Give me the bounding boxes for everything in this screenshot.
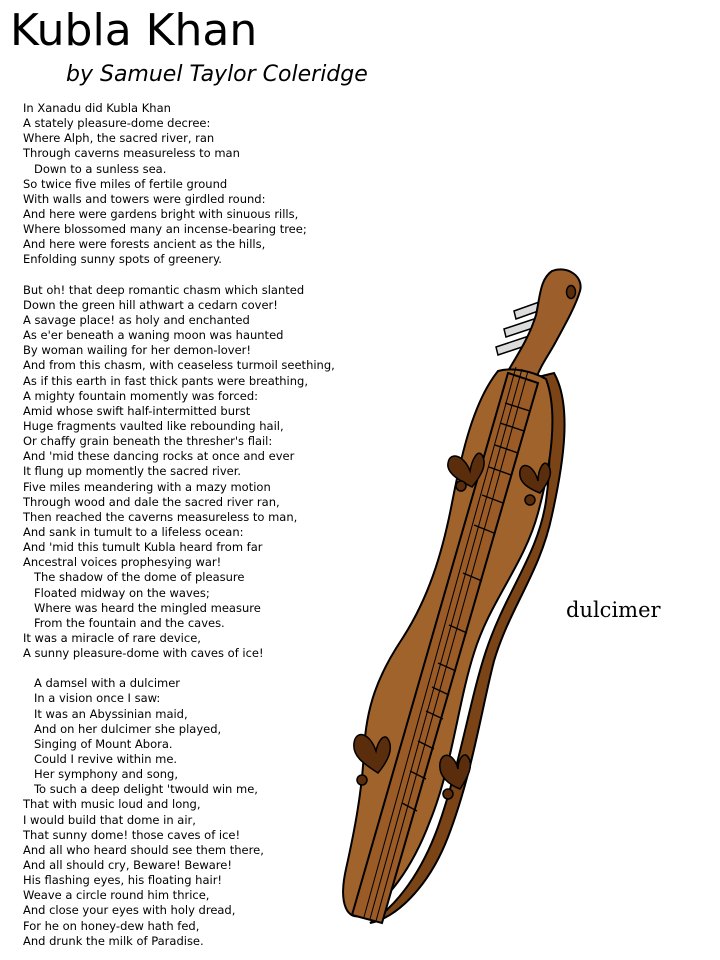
- dulcimer-illustration: [340, 255, 600, 930]
- poem-line: Through wood and dale the sacred river ran,: [23, 494, 280, 509]
- poem-line: Where blossomed many an incense-bearing tree;: [23, 222, 307, 237]
- poem-text: [23, 101, 335, 949]
- poem-line: Could I revive within me.: [23, 752, 178, 767]
- poem-line: That with music loud and long,: [23, 797, 201, 812]
- poem-line: Where Alph, the sacred river, ran: [23, 131, 215, 146]
- poem-byline: by Samuel Taylor Coleridge: [66, 62, 368, 87]
- poem-line: In a vision once I saw:: [23, 691, 161, 706]
- poem-line: Weave a circle round him thrice,: [23, 888, 210, 903]
- poem-line: With walls and towers were girdled round:: [23, 191, 266, 206]
- poem-line: Floated midway on the waves;: [23, 585, 210, 600]
- poem-line: That sunny dome! those caves of ice!: [23, 827, 241, 842]
- poem-line: Five miles meandering with a mazy motion: [23, 479, 271, 494]
- poem-line: So twice five miles of fertile ground: [23, 176, 228, 191]
- poem-line: As if this earth in fast thick pants were breathing,: [23, 373, 308, 388]
- poem-line: It was a miracle of rare device,: [23, 630, 201, 645]
- poem-line: Down the green hill athwart a cedarn cover!: [23, 297, 278, 312]
- poem-line: In Xanadu did Kubla Khan: [23, 101, 171, 115]
- stanza-3: [23, 676, 335, 949]
- poem-line: Through caverns measureless to man: [23, 146, 240, 161]
- poem-line: And on her dulcimer she played,: [23, 721, 222, 736]
- poem-line: And all should cry, Beware! Beware!: [23, 858, 232, 873]
- stanza-break: [23, 268, 335, 283]
- poem-line: A damsel with a dulcimer: [23, 676, 181, 691]
- poem-line: A stately pleasure-dome decree:: [23, 116, 211, 131]
- poem-line: His flashing eyes, his floating hair!: [23, 873, 223, 888]
- stanza-1: [23, 101, 335, 268]
- poem-line: Ancestral voices prophesying war!: [23, 555, 222, 570]
- poem-line: It flung up momently the sacred river.: [23, 464, 242, 479]
- poem-line: The shadow of the dome of pleasure: [23, 570, 245, 585]
- poem-line: Enfolding sunny spots of greenery.: [23, 252, 222, 267]
- poem-line: A mighty fountain momently was forced:: [23, 388, 259, 403]
- poem-line: For he on honey-dew hath fed,: [23, 918, 200, 933]
- poem-line: It was an Abyssinian maid,: [23, 706, 188, 721]
- poem-line: From the fountain and the caves.: [23, 615, 225, 630]
- poem-line: As e'er beneath a waning moon was haunted: [23, 328, 284, 343]
- poem-line: And 'mid these dancing rocks at once and ever: [23, 449, 295, 464]
- poem-line: Huge fragments vaulted like rebounding hail,: [23, 418, 284, 433]
- poem-line: Or chaffy grain beneath the thresher's flail:: [23, 434, 273, 449]
- illustration-caption: dulcimer: [566, 598, 661, 622]
- poem-line: Then reached the caverns measureless to man,: [23, 509, 298, 524]
- poem-line: And from this chasm, with ceaseless turmoil seething,: [23, 358, 335, 373]
- stanza-break: [23, 661, 335, 676]
- poem-line: A savage place! as holy and enchanted: [23, 312, 250, 327]
- poem-line: And close your eyes with holy dread,: [23, 903, 236, 918]
- poem-line: To such a deep delight 'twould win me,: [23, 782, 258, 797]
- poem-line: Amid whose swift half-intermitted burst: [23, 403, 251, 418]
- poem-line: A sunny pleasure-dome with caves of ice!: [23, 646, 264, 661]
- poem-line: Her symphony and song,: [23, 767, 179, 782]
- poem-title: Kubla Khan: [10, 5, 258, 56]
- poem-line: And sank in tumult to a lifeless ocean:: [23, 524, 244, 539]
- poem-line: And drunk the milk of Paradise.: [23, 933, 204, 948]
- poem-line: Singing of Mount Abora.: [23, 736, 173, 751]
- poem-line: Where was heard the mingled measure: [23, 600, 261, 615]
- poem-line: And 'mid this tumult Kubla heard from far: [23, 540, 263, 555]
- poem-line: I would build that dome in air,: [23, 812, 196, 827]
- stanza-2: [23, 283, 335, 662]
- poem-line: And all who heard should see them there,: [23, 842, 264, 857]
- poem-line: Down to a sunless sea.: [23, 161, 167, 176]
- poem-line: But oh! that deep romantic chasm which slanted: [23, 282, 305, 297]
- poem-line: And here were forests ancient as the hills,: [23, 237, 266, 252]
- poem-line: By woman wailing for her demon-lover!: [23, 343, 251, 358]
- poem-line: And here were gardens bright with sinuous rills,: [23, 206, 299, 221]
- head-hole: [567, 286, 576, 299]
